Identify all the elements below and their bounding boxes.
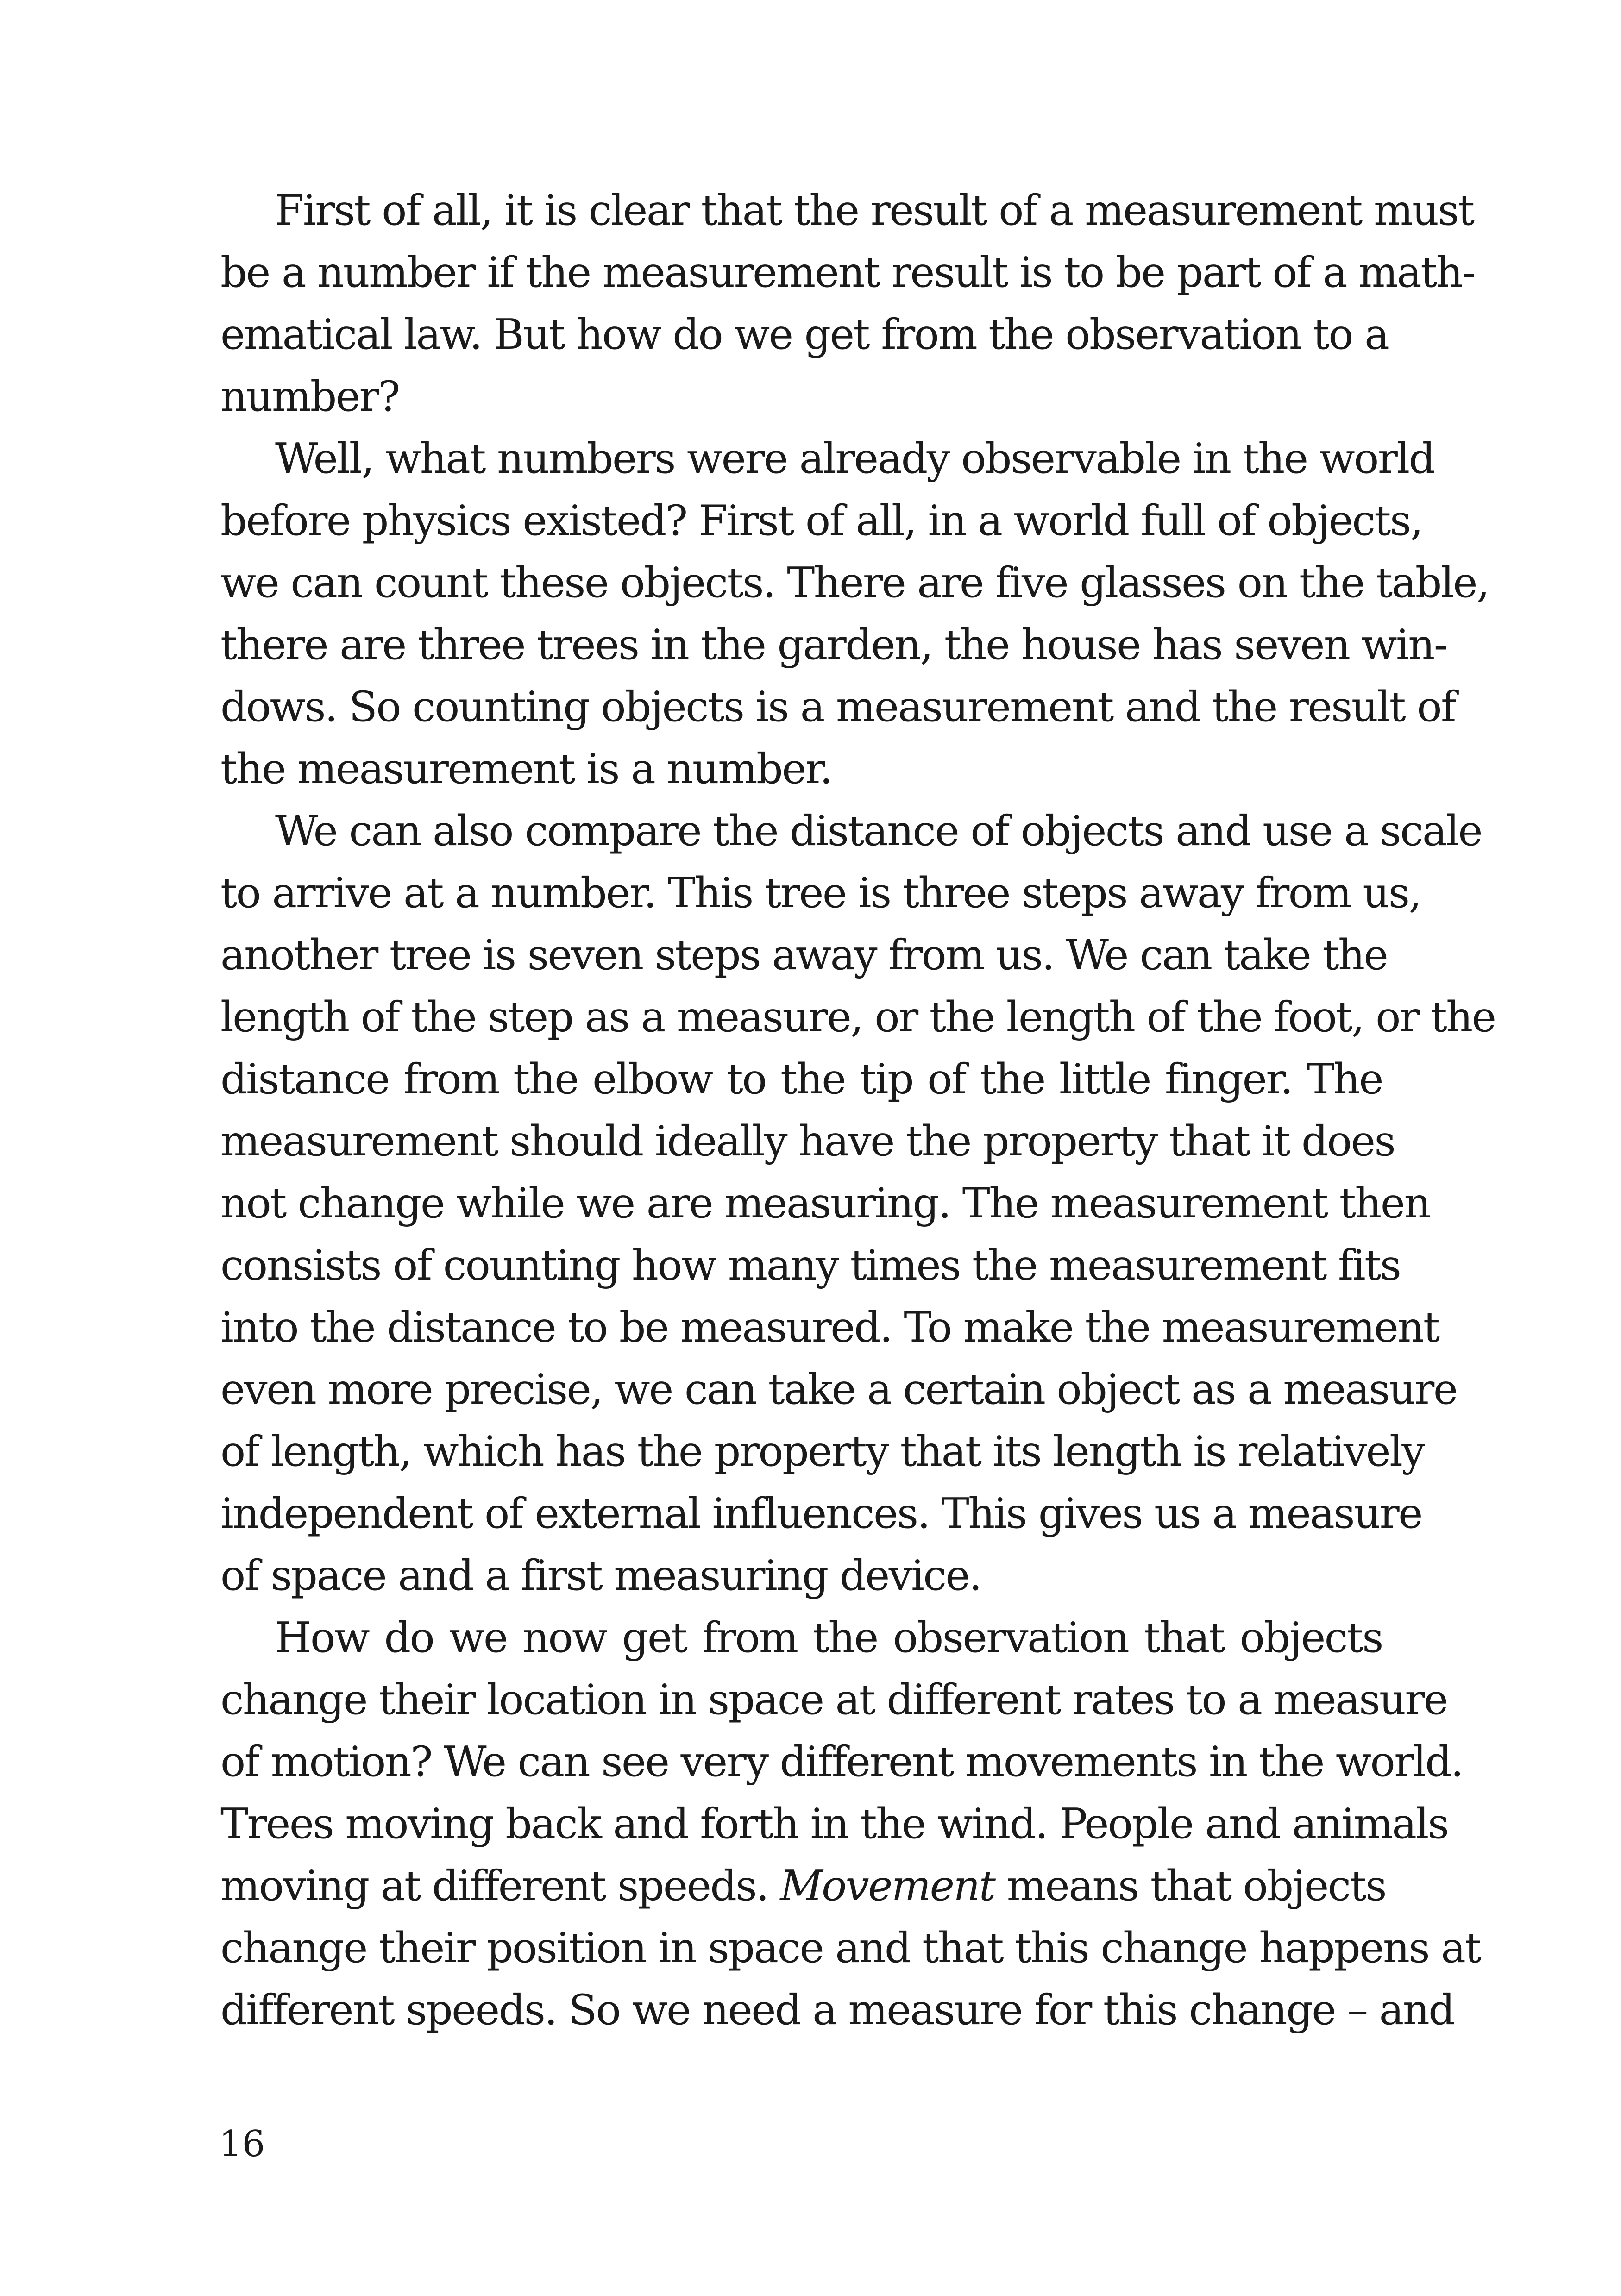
text-line: distance from the elbow to the tip of the little finger. The: [220, 1055, 1382, 1104]
text-line: before physics existed? First of all, in a world full of objects,: [220, 496, 1422, 545]
text-line: of space and a first measuring device.: [220, 1551, 981, 1600]
text-line: ematical law. But how do we get from the observation to a: [220, 310, 1389, 359]
text-segment: moving at different speeds.: [220, 1862, 768, 1910]
text-line: consists of counting how many times the measurement fits: [220, 1241, 1401, 1290]
body-text: [220, 180, 1495, 2041]
text-line: We can also compare the distance of objects and use a scale: [275, 807, 1482, 855]
text-line: number?: [220, 372, 399, 421]
text-line: First of all, it is clear that the result of a measurement must: [275, 186, 1474, 235]
text-line: there are three trees in the garden, the house has seven win-: [220, 621, 1447, 669]
text-line: into the distance to be measured. To make the measurement: [220, 1303, 1439, 1352]
text-line: to arrive at a number. This tree is three steps away from us,: [220, 869, 1421, 917]
text-line: change their location in space at different rates to a measure: [220, 1675, 1447, 1724]
text-line-with-italic: [220, 1855, 1386, 1917]
text-segment: means that objects: [1006, 1862, 1386, 1910]
text-line: another tree is seven steps away from us. We can take the: [220, 931, 1388, 979]
text-line: the measurement is a number.: [220, 745, 832, 793]
text-line: different speeds. So we need a measure for this change – and: [220, 1986, 1454, 2034]
text-line: not change while we are measuring. The measurement then: [220, 1179, 1430, 1228]
text-line: change their position in space and that this change happens at: [220, 1924, 1481, 1972]
text-line: of motion? We can see very different movements in the world.: [220, 1738, 1463, 1786]
text-line: of length, which has the property that its length is relatively: [220, 1427, 1424, 1476]
text-line: Well, what numbers were already observable in the world: [275, 434, 1434, 483]
text-line: even more precise, we can take a certain object as a measure: [220, 1365, 1457, 1414]
page-number: 16: [219, 2123, 265, 2165]
text-line: be a number if the measurement result is to be part of a math-: [220, 248, 1475, 297]
text-line: Trees moving back and forth in the wind. People and animals: [220, 1800, 1448, 1848]
italic-term: Movement: [780, 1862, 995, 1910]
text-line: length of the step as a measure, or the length of the foot, or the: [220, 993, 1495, 1041]
text-line: independent of external influences. This gives us a measure: [220, 1489, 1422, 1538]
text-line: How do we now get from the observation that objects: [275, 1613, 1382, 1662]
text-line: we can count these objects. There are five glasses on the table,: [220, 558, 1489, 607]
text-line: dows. So counting objects is a measurement and the result of: [220, 683, 1455, 731]
text-line: measurement should ideally have the property that it does: [220, 1117, 1395, 1166]
